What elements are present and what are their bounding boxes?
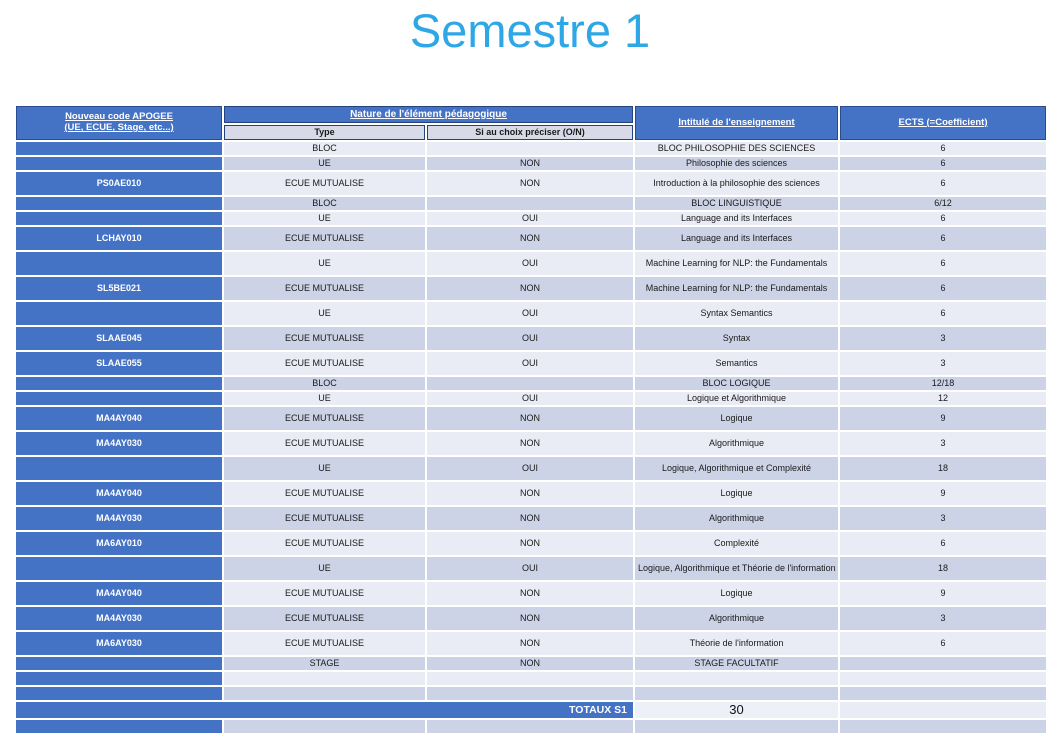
- cell-intitule: Introduction à la philosophie des sciences: [635, 172, 838, 195]
- cell-intitule: BLOC LOGIQUE: [635, 377, 838, 390]
- cell-type: [224, 687, 425, 700]
- cell-type: ECUE MUTUALISE: [224, 227, 425, 250]
- cell-type: ECUE MUTUALISE: [224, 607, 425, 630]
- cell-ects: [840, 672, 1046, 685]
- cell-code: SL5BE021: [16, 277, 222, 300]
- table-row: [16, 532, 1046, 555]
- header-ects: ECTS (=Coefficient): [840, 106, 1046, 140]
- cell-intitule: Logique: [635, 407, 838, 430]
- cell-choice: [427, 142, 633, 155]
- cell-ects: 6: [840, 632, 1046, 655]
- cell-code: MA4AY030: [16, 432, 222, 455]
- table-row: [16, 507, 1046, 530]
- cell-type: UE: [224, 302, 425, 325]
- cell-type: UE: [224, 252, 425, 275]
- cell-choice: [427, 672, 633, 685]
- cell-choice: OUI: [427, 327, 633, 350]
- cell-ects: 18: [840, 557, 1046, 580]
- table-row: [16, 352, 1046, 375]
- cell-intitule: [635, 672, 838, 685]
- table-body: [16, 142, 1046, 733]
- cell-choice: NON: [427, 277, 633, 300]
- cell-type: ECUE MUTUALISE: [224, 507, 425, 530]
- cell-intitule: Logique, Algorithmique et Théorie de l'information: [635, 557, 838, 580]
- table-row: [16, 392, 1046, 405]
- table-row: [16, 657, 1046, 670]
- table-row: [16, 687, 1046, 700]
- cell-choice: NON: [427, 227, 633, 250]
- cell-code: MA4AY040: [16, 407, 222, 430]
- table-row: [16, 277, 1046, 300]
- cell-intitule: Philosophie des sciences: [635, 157, 838, 170]
- cell-code: MA4AY030: [16, 507, 222, 530]
- cell-code: [16, 212, 222, 225]
- cell-choice: NON: [427, 172, 633, 195]
- cell-intitule: Logique et Algorithmique: [635, 392, 838, 405]
- table-row: [16, 720, 1046, 733]
- cell-intitule: STAGE FACULTATIF: [635, 657, 838, 670]
- cell-type: BLOC: [224, 197, 425, 210]
- cell-intitule: Semantics: [635, 352, 838, 375]
- cell-ects: [840, 720, 1046, 733]
- cell-code: MA6AY010: [16, 532, 222, 555]
- totaux-value: 30: [635, 702, 838, 718]
- page-title: Semestre 1: [409, 4, 651, 57]
- table-row: [16, 157, 1046, 170]
- cell-choice: OUI: [427, 302, 633, 325]
- table-row: [16, 432, 1046, 455]
- cell-code: PS0AE010: [16, 172, 222, 195]
- cell-code: SLAAE055: [16, 352, 222, 375]
- cell-code: [16, 377, 222, 390]
- cell-ects: [840, 657, 1046, 670]
- cell-code: [16, 687, 222, 700]
- totals-row: [16, 702, 1046, 718]
- cell-type: BLOC: [224, 142, 425, 155]
- table-row: [16, 172, 1046, 195]
- cell-choice: NON: [427, 482, 633, 505]
- cell-ects: 3: [840, 432, 1046, 455]
- cell-intitule: Logique: [635, 582, 838, 605]
- cell-ects: 6: [840, 277, 1046, 300]
- table-row: [16, 252, 1046, 275]
- table-row: [16, 632, 1046, 655]
- cell-choice: NON: [427, 432, 633, 455]
- cell-code: MA4AY040: [16, 582, 222, 605]
- cell-type: BLOC: [224, 377, 425, 390]
- cell-intitule: Théorie de l'information: [635, 632, 838, 655]
- cell-choice: NON: [427, 607, 633, 630]
- header-nature-group: Nature de l'élément pédagogique: [224, 106, 633, 123]
- cell-ects: 3: [840, 507, 1046, 530]
- semestre1-table: [14, 104, 1048, 735]
- cell-choice: OUI: [427, 252, 633, 275]
- cell-type: ECUE MUTUALISE: [224, 172, 425, 195]
- header-code-line2: (UE, ECUE, Stage, etc...): [64, 122, 174, 133]
- cell-choice: [427, 720, 633, 733]
- table-row: [16, 302, 1046, 325]
- cell-choice: [427, 377, 633, 390]
- cell-type: ECUE MUTUALISE: [224, 632, 425, 655]
- cell-ects: 6: [840, 212, 1046, 225]
- cell-choice: OUI: [427, 212, 633, 225]
- table-row: [16, 672, 1046, 685]
- cell-ects: 6: [840, 142, 1046, 155]
- cell-choice: NON: [427, 582, 633, 605]
- header-type: Type: [224, 125, 425, 140]
- cell-code: MA6AY030: [16, 632, 222, 655]
- cell-choice: [427, 197, 633, 210]
- cell-choice: OUI: [427, 392, 633, 405]
- cell-intitule: Logique: [635, 482, 838, 505]
- header-intitule: Intitulé de l'enseignement: [635, 106, 838, 140]
- table-row: [16, 407, 1046, 430]
- cell-code: [16, 720, 222, 733]
- table-row: [16, 227, 1046, 250]
- header-code-apogee: [16, 106, 222, 140]
- cell-intitule: Algorithmique: [635, 507, 838, 530]
- table-row: [16, 482, 1046, 505]
- cell-type: UE: [224, 392, 425, 405]
- cell-intitule: Language and its Interfaces: [635, 227, 838, 250]
- cell-intitule: Language and its Interfaces: [635, 212, 838, 225]
- table-row: [16, 142, 1046, 155]
- header-choice: Si au choix préciser (O/N): [427, 125, 633, 140]
- table-row: [16, 377, 1046, 390]
- cell-ects: [840, 687, 1046, 700]
- cell-choice: OUI: [427, 457, 633, 480]
- cell-type: ECUE MUTUALISE: [224, 407, 425, 430]
- table-row: [16, 582, 1046, 605]
- cell-intitule: Machine Learning for NLP: the Fundamentals: [635, 277, 838, 300]
- cell-type: ECUE MUTUALISE: [224, 582, 425, 605]
- cell-type: ECUE MUTUALISE: [224, 277, 425, 300]
- cell-type: UE: [224, 457, 425, 480]
- cell-ects: 9: [840, 407, 1046, 430]
- cell-ects: 6: [840, 157, 1046, 170]
- cell-choice: OUI: [427, 557, 633, 580]
- cell-intitule: Machine Learning for NLP: the Fundamentals: [635, 252, 838, 275]
- table-row: [16, 607, 1046, 630]
- cell-choice: NON: [427, 157, 633, 170]
- table-row: [16, 327, 1046, 350]
- cell-ects: 9: [840, 482, 1046, 505]
- cell-intitule: Algorithmique: [635, 607, 838, 630]
- cell-code: [16, 252, 222, 275]
- cell-ects: 6: [840, 227, 1046, 250]
- cell-intitule: Algorithmique: [635, 432, 838, 455]
- cell-code: [16, 457, 222, 480]
- cell-type: UE: [224, 212, 425, 225]
- cell-code: [16, 657, 222, 670]
- cell-choice: NON: [427, 507, 633, 530]
- cell-type: UE: [224, 157, 425, 170]
- cell-code: [16, 197, 222, 210]
- table-row: [16, 212, 1046, 225]
- cell-code: [16, 302, 222, 325]
- totaux-label: TOTAUX S1: [16, 702, 633, 718]
- cell-ects: 6/12: [840, 197, 1046, 210]
- cell-type: UE: [224, 557, 425, 580]
- cell-ects: 6: [840, 302, 1046, 325]
- cell-ects: 3: [840, 327, 1046, 350]
- table-row: [16, 457, 1046, 480]
- cell-choice: NON: [427, 632, 633, 655]
- cell-intitule: BLOC PHILOSOPHIE DES SCIENCES: [635, 142, 838, 155]
- cell-type: ECUE MUTUALISE: [224, 327, 425, 350]
- cell-code: [16, 142, 222, 155]
- cell-intitule: BLOC LINGUISTIQUE: [635, 197, 838, 210]
- cell-intitule: [635, 720, 838, 733]
- cell-code: MA4AY040: [16, 482, 222, 505]
- cell-ects: 18: [840, 457, 1046, 480]
- cell-ects: 12/18: [840, 377, 1046, 390]
- cell-ects: 3: [840, 607, 1046, 630]
- cell-ects: 6: [840, 532, 1046, 555]
- header-code-line1: Nouveau code APOGEE: [65, 111, 173, 123]
- cell-ects: 12: [840, 392, 1046, 405]
- cell-intitule: Syntax: [635, 327, 838, 350]
- cell-choice: NON: [427, 657, 633, 670]
- cell-code: [16, 557, 222, 580]
- cell-intitule: [635, 687, 838, 700]
- cell-code: MA4AY030: [16, 607, 222, 630]
- cell-ects: [840, 702, 1046, 718]
- cell-ects: 9: [840, 582, 1046, 605]
- cell-type: [224, 720, 425, 733]
- cell-type: ECUE MUTUALISE: [224, 482, 425, 505]
- cell-intitule: Logique, Algorithmique et Complexité: [635, 457, 838, 480]
- cell-code: SLAAE045: [16, 327, 222, 350]
- table-row: [16, 197, 1046, 210]
- cell-code: [16, 392, 222, 405]
- cell-choice: [427, 687, 633, 700]
- cell-ects: 6: [840, 172, 1046, 195]
- table-row: [16, 557, 1046, 580]
- cell-choice: NON: [427, 532, 633, 555]
- table-header: [16, 106, 1046, 140]
- cell-choice: NON: [427, 407, 633, 430]
- cell-ects: 6: [840, 252, 1046, 275]
- cell-code: [16, 157, 222, 170]
- cell-intitule: Syntax Semantics: [635, 302, 838, 325]
- cell-type: STAGE: [224, 657, 425, 670]
- cell-code: [16, 672, 222, 685]
- cell-type: ECUE MUTUALISE: [224, 352, 425, 375]
- cell-type: ECUE MUTUALISE: [224, 432, 425, 455]
- cell-type: ECUE MUTUALISE: [224, 532, 425, 555]
- cell-ects: 3: [840, 352, 1046, 375]
- cell-intitule: Complexité: [635, 532, 838, 555]
- cell-choice: OUI: [427, 352, 633, 375]
- cell-code: LCHAY010: [16, 227, 222, 250]
- cell-type: [224, 672, 425, 685]
